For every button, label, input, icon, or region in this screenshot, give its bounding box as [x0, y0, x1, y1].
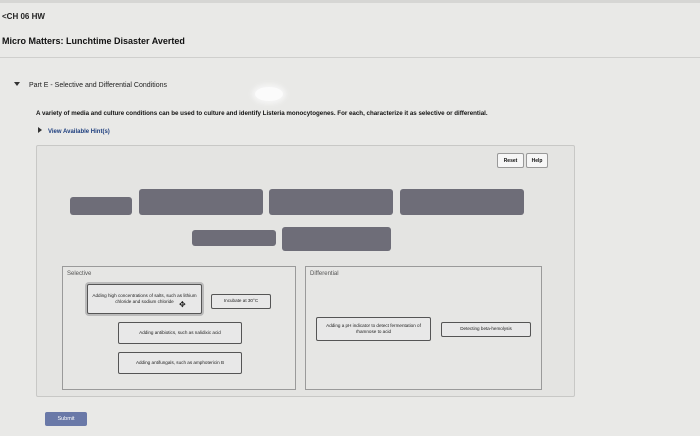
page-title: Micro Matters: Lunchtime Disaster Averted	[2, 36, 185, 46]
divider	[0, 57, 700, 58]
top-border	[0, 0, 700, 3]
back-to-chapter-link[interactable]: <CH 06 HW	[2, 12, 45, 21]
part-e-label: Part E - Selective and Differential Conditions	[29, 82, 167, 89]
empty-label-slot[interactable]	[70, 197, 132, 215]
caret-right-icon	[38, 127, 42, 133]
empty-label-slot[interactable]	[400, 189, 524, 215]
chip-hemolysis[interactable]: Detecting beta-hemolysis	[441, 322, 531, 337]
chip-incubate[interactable]: Incubate at 30°C	[211, 294, 271, 309]
submit-button[interactable]: Submit	[45, 412, 87, 426]
chip-ph-indicator[interactable]: Adding a pH indicator to detect fermentation of rhamnose to acid	[316, 317, 431, 341]
chip-antifungals[interactable]: Adding antifungals, such as amphotericin B	[118, 352, 242, 374]
instructions-text: A variety of media and culture conditions can be used to culture and identify Listeria monocytogenes. For each, characterize it as selective or differential.	[36, 110, 488, 117]
view-hints-label: View Available Hint(s)	[48, 129, 110, 135]
help-button[interactable]: Help	[526, 153, 548, 168]
move-cursor-icon: ✥	[179, 300, 186, 309]
empty-label-slot[interactable]	[269, 189, 393, 215]
caret-down-icon	[14, 82, 20, 86]
empty-label-slot[interactable]	[192, 230, 276, 246]
part-e-toggle[interactable]	[14, 82, 167, 89]
differential-zone-label: Differential	[310, 271, 339, 277]
chip-salts[interactable]: Adding high concentrations of salts, such as lithium chloride and sodium chloride	[87, 284, 202, 314]
empty-label-slot[interactable]	[139, 189, 263, 215]
screen-glare	[255, 87, 283, 101]
view-hints-link[interactable]	[38, 127, 110, 135]
reset-button[interactable]: Reset	[497, 153, 524, 168]
chip-antibiotics[interactable]: Adding antibiotics, such as nalidixic acid	[118, 322, 242, 344]
selective-zone-label: Selective	[67, 271, 92, 277]
empty-label-slot[interactable]	[282, 227, 391, 251]
